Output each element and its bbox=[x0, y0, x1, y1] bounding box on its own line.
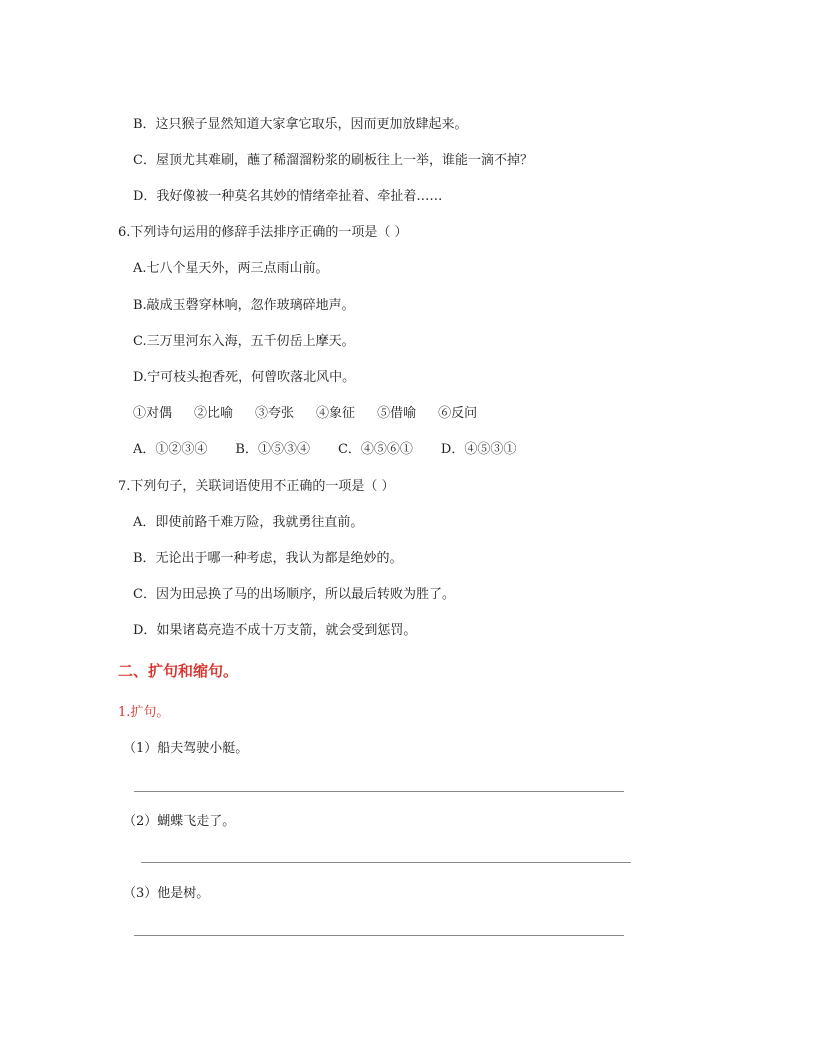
q7-stem: 7.下列句子，关联词语使用不正确的一项是（ ） bbox=[118, 479, 395, 494]
q6-line-d: D.宁可枝头抱香死，何曾吹落北风中。 bbox=[133, 370, 356, 385]
answer-line-1[interactable] bbox=[134, 791, 624, 792]
device-2: ②比喻 bbox=[194, 406, 234, 421]
q6-answer-d: D．④⑤③① bbox=[440, 442, 517, 457]
expand-item-2: （2）蝴蝶飞走了。 bbox=[123, 814, 236, 829]
q6-answer-c: C．④⑤⑥① bbox=[337, 442, 413, 457]
section-2-heading: 二、扩句和缩句。 bbox=[118, 662, 239, 680]
q5-option-b: B．这只猴子显然知道大家拿它取乐，因而更加放肆起来。 bbox=[133, 117, 468, 132]
q5-option-c: C．屋顶尤其难刷，蘸了稀溜溜粉浆的刷板往上一举，谁能一滴不掉？ bbox=[133, 153, 533, 168]
device-5: ⑤借喻 bbox=[377, 406, 417, 421]
q7-option-a: A．即使前路千难万险，我就勇往直前。 bbox=[133, 515, 364, 530]
q6-line-b: B.敲成玉磬穿林响，忽作玻璃碎地声。 bbox=[133, 298, 355, 313]
device-1: ①对偶 bbox=[133, 406, 173, 421]
q5-option-d: D．我好像被一种莫名其妙的情绪牵扯着、牵扯着…… bbox=[133, 189, 443, 204]
q6-stem: 6.下列诗句运用的修辞手法排序正确的一项是（ ） bbox=[118, 225, 408, 240]
q7-option-c: C．因为田忌换了马的出场顺序，所以最后转败为胜了。 bbox=[133, 587, 455, 602]
answer-line-3[interactable] bbox=[134, 935, 624, 936]
expand-item-3: （3）他是树。 bbox=[123, 886, 210, 901]
q7-option-d: D．如果诸葛亮造不成十万支箭，就会受到惩罚。 bbox=[133, 623, 417, 638]
device-3: ③夸张 bbox=[255, 406, 295, 421]
q6-answer-a: A．①②③④ bbox=[133, 442, 208, 457]
q7-option-b: B．无论出于哪一种考虑，我认为都是绝妙的。 bbox=[133, 551, 403, 566]
answer-line-2[interactable] bbox=[141, 862, 631, 863]
q6-answers bbox=[133, 441, 544, 459]
device-6: ⑥反问 bbox=[438, 406, 478, 421]
section-2-sub1: 1.扩句。 bbox=[118, 705, 170, 720]
device-4: ④象征 bbox=[316, 406, 356, 421]
q6-devices bbox=[133, 405, 499, 423]
q6-answer-b: B．①⑤③④ bbox=[235, 442, 310, 457]
expand-item-1: （1）船夫驾驶小艇。 bbox=[123, 741, 249, 756]
q6-line-a: A.七八个星天外，两三点雨山前。 bbox=[133, 261, 329, 276]
q6-line-c: C.三万里河东入海，五千仞岳上摩天。 bbox=[133, 334, 355, 349]
